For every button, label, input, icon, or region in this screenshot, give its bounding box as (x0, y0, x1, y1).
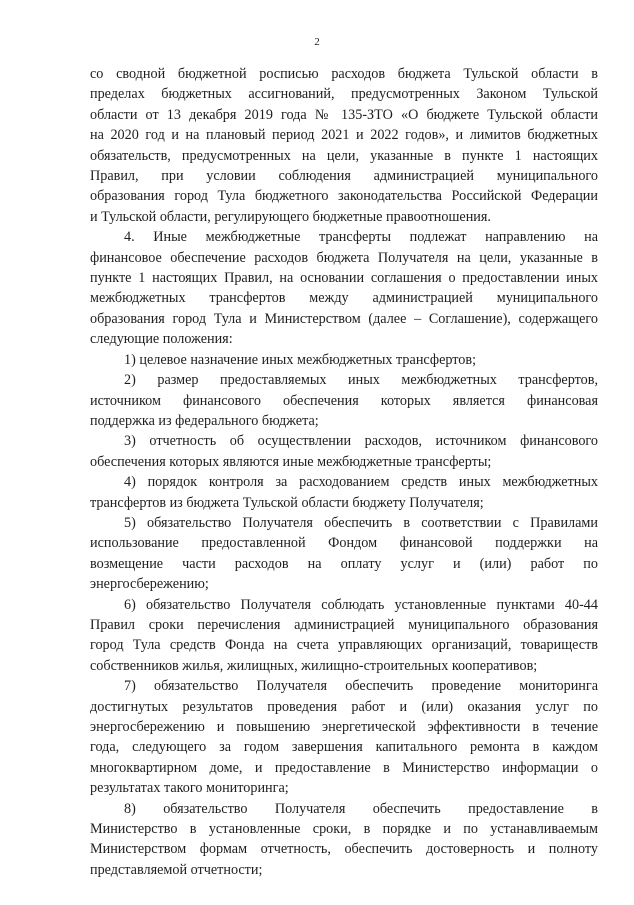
text-line: пункте 1 настоящих Правил, на основании соглашения о предоставлении иных (90, 270, 598, 287)
page-number: 2 (314, 36, 320, 48)
paragraph (90, 370, 598, 431)
text-line: Министерством формам отчетность, обеспечить достоверность и полноту (90, 841, 598, 858)
text-line: 2) размер предоставляемых иных межбюджетных трансфертов, (124, 372, 598, 389)
paragraph (90, 513, 598, 595)
text-line: и Тульской области, регулирующего бюджетные правоотношения. (90, 208, 491, 225)
text-line: 6) обязательство Получателя соблюдать установленные пунктами 40-44 (124, 596, 598, 613)
paragraph (90, 472, 598, 513)
text-line: результатах такого мониторинга; (90, 780, 289, 797)
text-line: Правил, при условии соблюдения администрацией муниципального (90, 168, 598, 185)
paragraph (90, 350, 598, 370)
text-line: 3) отчетность об осуществлении расходов, источником финансового (124, 433, 598, 450)
text-line: 8) обязательство Получателя обеспечить предоставление в (124, 800, 598, 817)
text-line: трансфертов из бюджета Тульской области бюджету Получателя; (90, 494, 484, 511)
paragraph (90, 799, 598, 881)
paragraph (90, 676, 598, 798)
text-line: собственников жилья, жилищных, жилищно-строительных кооперативов; (90, 657, 538, 674)
text-line: межбюджетных трансфертов между администрацией муниципального (90, 290, 598, 307)
text-line: образования город Тула бюджетного законодательства Российской Федерации (90, 188, 598, 205)
paragraph (90, 431, 598, 472)
text-line: обеспечения которых являются иные межбюджетные трансферты; (90, 453, 492, 470)
paragraph (90, 227, 598, 349)
text-line: 5) обязательство Получателя обеспечить в соответствии с Правилами (124, 514, 598, 531)
text-line: источником финансового обеспечения которых является финансовая (90, 392, 598, 409)
text-line: финансовое обеспечение расходов бюджета Получателя на цели, указанные в (90, 249, 598, 266)
text-line: достигнутых результатов проведения работ и (или) оказания услуг по (90, 698, 598, 715)
text-line: энергосбережению и повышению энергетической эффективности в течение (90, 719, 598, 735)
text-line: возмещение части расходов на оплату услуг и (или) работ по (90, 555, 598, 572)
text-line: использование предоставленной Фондом финансовой поддержки на (90, 535, 598, 552)
text-line: образования город Тула и Министерством (далее – Соглашение), содержащего (90, 310, 598, 327)
text-line: года, следующего за годом завершения капитального ремонта в каждом (90, 739, 598, 756)
text-line: обязательств, предусмотренных на цели, указанные в пункте 1 настоящих (90, 147, 598, 164)
text-line: 7) обязательство Получателя обеспечить проведение мониторинга (124, 678, 598, 695)
text-line: на 2020 год и на плановый период 2021 и 2022 годов», и лимитов бюджетных (90, 127, 598, 144)
paragraph (90, 595, 598, 677)
text-line: области от 13 декабря 2019 года № 135-ЗТО «О бюджете Тульской области (90, 106, 598, 123)
text-line: Министерство в установленные сроки, в порядке и по устанавливаемым (90, 821, 598, 838)
text-line: 4) порядок контроля за расходованием средств иных межбюджетных (124, 474, 598, 491)
text-line: город Тула средств Фонда на счета управляющих организаций, товариществ (90, 637, 598, 654)
paragraph (90, 64, 598, 227)
text-line: пределах бюджетных ассигнований, предусмотренных Законом Тульской (90, 86, 598, 103)
text-line: многоквартирном доме, и предоставление в Министерство информации о (90, 759, 598, 776)
body-text (90, 64, 598, 880)
text-line: со сводной бюджетной росписью расходов бюджета Тульской области в (90, 66, 598, 82)
text-line: 1) целевое назначение иных межбюджетных трансфертов; (124, 351, 477, 368)
text-line: Правил сроки перечисления администрацией муниципального образования (90, 616, 598, 633)
text-line: 4. Иные межбюджетные трансферты подлежат направлению на (124, 229, 598, 246)
text-line: следующие положения: (90, 331, 233, 348)
text-line: поддержка из федерального бюджета; (90, 412, 319, 429)
text-line: энергосбережению; (90, 576, 209, 593)
text-line: представляемой отчетности; (90, 861, 263, 878)
